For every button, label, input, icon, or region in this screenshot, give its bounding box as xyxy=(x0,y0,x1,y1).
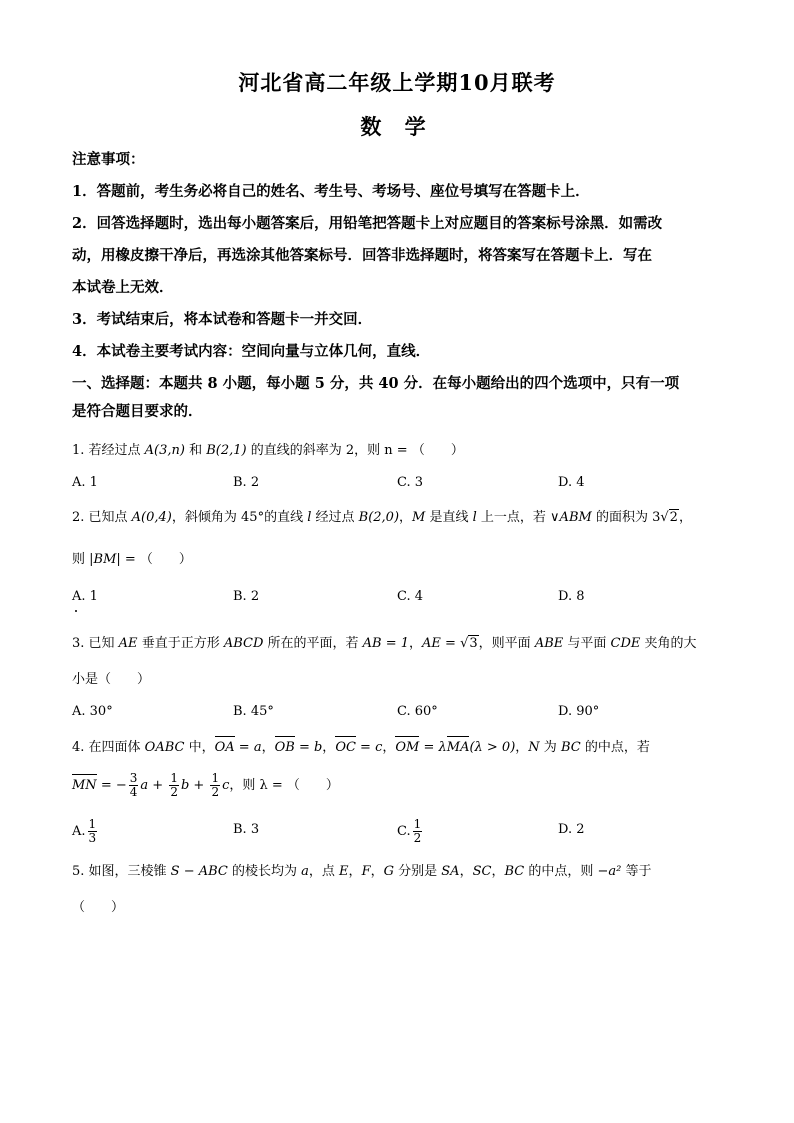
q3-eq-ae: AE = xyxy=(422,636,461,651)
option-label: C. xyxy=(397,824,411,839)
q2-area-root: 2 xyxy=(669,510,678,525)
sqrt-icon: √ xyxy=(460,636,469,651)
section-heading-line1: 一、选择题：本题共 8 小题，每小题 5 分，共 40 分．在每小题给出的四个选项中，只有一项 xyxy=(72,375,680,392)
subject-title: 数 学 xyxy=(360,114,434,139)
q1-point-b: B(2,1) xyxy=(206,443,247,458)
q3-eq-ab: AB = 1 xyxy=(362,636,410,651)
stray-dot xyxy=(75,610,77,612)
q4-text: 的中点，若 xyxy=(580,740,650,755)
q2-option-b: B. 2 xyxy=(233,589,260,604)
q5-sa: SA xyxy=(441,864,460,879)
q2-triangle: ∨ABM xyxy=(550,510,592,525)
q4-vector-ma: MA xyxy=(447,738,470,758)
sqrt-icon: √ xyxy=(660,510,669,525)
q3-abe: ABE xyxy=(534,636,564,651)
q2-point-b: B(2,0) xyxy=(358,510,400,525)
q4-vector-oa: OA xyxy=(215,738,235,758)
q2-point-a: A(0,4) xyxy=(131,510,172,525)
q2-text: ， xyxy=(399,510,413,525)
frac-den: 2 xyxy=(413,831,422,845)
q1-text: 1. 若经过点 xyxy=(72,443,145,458)
q4-eq: = a xyxy=(234,740,262,755)
q2-option-c: C. 4 xyxy=(397,589,424,604)
q3-text: ， xyxy=(409,636,423,651)
q5-text: ， xyxy=(348,864,362,879)
q4-ask: ，则 λ = （ ） xyxy=(229,778,339,793)
frac-num: 1 xyxy=(413,817,422,831)
q2-line-l: l xyxy=(472,510,477,525)
q5-point-g: G xyxy=(383,864,394,879)
q4-eq: = c xyxy=(355,740,383,755)
q1-option-c: C. 3 xyxy=(397,475,424,490)
q4-vector-oc: OC xyxy=(335,738,356,758)
q2-area-coef: 3 xyxy=(652,510,661,525)
frac-den: 3 xyxy=(88,831,97,845)
q3-ae: AE xyxy=(118,636,138,651)
option-label: A. xyxy=(72,824,86,839)
q2-option-a: A. 1 xyxy=(72,589,98,604)
q2-text: 则 xyxy=(72,552,90,567)
q3-option-b: B. 45° xyxy=(233,704,274,719)
q2-text: 经过点 xyxy=(311,510,359,525)
q3-option-d: D. 90° xyxy=(558,704,600,719)
q5-bc: BC xyxy=(504,864,525,879)
q4-option-a xyxy=(72,818,99,845)
q4-option-a-fraction xyxy=(88,818,98,845)
q5-text: ， xyxy=(459,864,473,879)
q4-plus: + xyxy=(148,778,168,793)
note-2-line2: 动，用橡皮擦干净后，再选涂其他答案标号．回答非选择题时，将答案写在答题卡上．写在 xyxy=(72,247,652,264)
frac-num: 3 xyxy=(129,771,138,785)
q5-point-e: E xyxy=(339,864,349,879)
q3-text: 3. 已知 xyxy=(72,636,119,651)
q4-bc: BC xyxy=(560,740,581,755)
q3-root: 3 xyxy=(469,636,478,651)
question-4-line2 xyxy=(72,772,732,799)
note-2-line3: 本试卷上无效． xyxy=(72,279,174,296)
q4-vec-c: c xyxy=(222,778,230,793)
question-5-line1 xyxy=(72,862,732,882)
q2-text: 2. 已知点 xyxy=(72,510,132,525)
note-1: 1．答题前，考生务必将自己的姓名、考生号、考场号、座位号填写在答题卡上． xyxy=(72,183,590,200)
frac-den: 4 xyxy=(129,785,138,799)
question-3-line2: 小是（ ） xyxy=(72,672,151,687)
q4-oabc: OABC xyxy=(144,740,185,755)
q2-text: ，斜倾角为 45°的直线 xyxy=(171,510,308,525)
q1-point-a: A(3,n) xyxy=(144,443,185,458)
q5-neg-a-squared: −a² xyxy=(597,864,622,879)
q5-text: 的棱长均为 xyxy=(227,864,302,879)
q4-text: ， xyxy=(515,740,529,755)
q4-vector-om: OM xyxy=(395,738,419,758)
q3-text: ，则平面 xyxy=(478,636,535,651)
q4-vec-b: b xyxy=(180,778,190,793)
q1-text: 的直线的斜率为 2，则 xyxy=(246,443,385,458)
q5-text: 分别是 xyxy=(394,864,442,879)
question-2-line2 xyxy=(72,550,732,570)
q4-fraction xyxy=(129,772,139,799)
q5-text: ，点 xyxy=(308,864,340,879)
q2-bm: |BM| xyxy=(89,552,121,567)
q4-option-c-fraction xyxy=(413,818,423,845)
q4-vector-ob: OB xyxy=(275,738,295,758)
frac-den: 2 xyxy=(170,785,178,799)
q5-point-f: F xyxy=(361,864,371,879)
q4-text: 4. 在四面体 xyxy=(72,740,145,755)
exam-title: 河北省高二年级上学期10月联考 xyxy=(238,70,556,95)
q4-option-b: B. 3 xyxy=(233,822,260,837)
q3-option-a: A. 30° xyxy=(72,704,113,719)
q4-cond: (λ > 0) xyxy=(469,740,516,755)
q4-text: 为 xyxy=(539,740,561,755)
q5-a: a xyxy=(301,864,309,879)
q2-point-m: M xyxy=(412,510,426,525)
q4-vector-mn: MN xyxy=(72,776,97,796)
q1-ask: n = （ ） xyxy=(384,443,464,458)
q3-option-c: C. 60° xyxy=(397,704,438,719)
q2-option-d: D. 8 xyxy=(558,589,585,604)
q4-fraction xyxy=(210,772,220,799)
q1-text: 和 xyxy=(184,443,207,458)
q2-text: 上一点，若 xyxy=(476,510,551,525)
q5-sc: SC xyxy=(472,864,492,879)
q2-text: ， xyxy=(678,510,692,525)
section-heading-line2: 是符合题目要求的． xyxy=(72,403,203,420)
q4-eq: = λ xyxy=(419,740,447,755)
q2-ask: = （ ） xyxy=(120,552,192,567)
q4-eq: = − xyxy=(96,778,127,793)
question-5-line2: （ ） xyxy=(72,900,125,915)
q2-text: 的面积为 xyxy=(591,510,653,525)
q3-text: 垂直于正方形 xyxy=(137,636,224,651)
notes-heading: 注意事项： xyxy=(72,151,145,168)
q4-point-n: N xyxy=(528,740,540,755)
q4-option-c xyxy=(397,818,424,845)
q4-option-d: D. 2 xyxy=(558,822,585,837)
q3-text: 所在的平面，若 xyxy=(263,636,363,651)
q1-option-a: A. 1 xyxy=(72,475,98,490)
note-4: 4．本试卷主要考试内容：空间向量与立体几何，直线． xyxy=(72,343,431,360)
question-3-line1 xyxy=(72,634,732,654)
frac-num: 1 xyxy=(88,817,97,831)
q4-eq: = b xyxy=(294,740,323,755)
frac-den: 2 xyxy=(211,785,220,799)
q1-option-b: B. 2 xyxy=(233,475,260,490)
q2-line-l: l xyxy=(307,510,312,525)
q2-text: 是直线 xyxy=(425,510,473,525)
q5-pyramid: S − ABC xyxy=(170,864,228,879)
q3-abcd: ABCD xyxy=(223,636,264,651)
q4-fraction xyxy=(169,772,179,799)
frac-num: 1 xyxy=(170,771,178,785)
q5-text: 的中点，则 xyxy=(524,864,598,879)
question-4-line1: 4. 在四面体 OABC 中，OA = a，OB = b，OC = c，OM = λMA(λ > 0)，N 为 BC 的中点，若 xyxy=(72,738,732,758)
q4-vec-a: a xyxy=(140,778,149,793)
note-2-line1: 2．回答选择题时，选出每小题答案后，用铅笔把答题卡上对应题目的答案标号涂黑．如需改 xyxy=(72,215,663,232)
q5-text: 5. 如图，三棱锥 xyxy=(72,864,171,879)
q5-text: ， xyxy=(370,864,384,879)
q5-text: ， xyxy=(491,864,505,879)
q4-text: 中， xyxy=(184,740,215,755)
q3-text: 夹角的大 xyxy=(640,636,697,651)
note-3: 3．考试结束后，将本试卷和答题卡一并交回． xyxy=(72,311,373,328)
q4-plus: + xyxy=(189,778,209,793)
q1-option-d: D. 4 xyxy=(558,475,585,490)
question-1 xyxy=(72,441,732,461)
q3-cde: CDE xyxy=(610,636,641,651)
q5-text: 等于 xyxy=(621,864,652,879)
question-2-line1 xyxy=(72,508,732,528)
q3-text: 与平面 xyxy=(563,636,611,651)
frac-num: 1 xyxy=(211,771,220,785)
